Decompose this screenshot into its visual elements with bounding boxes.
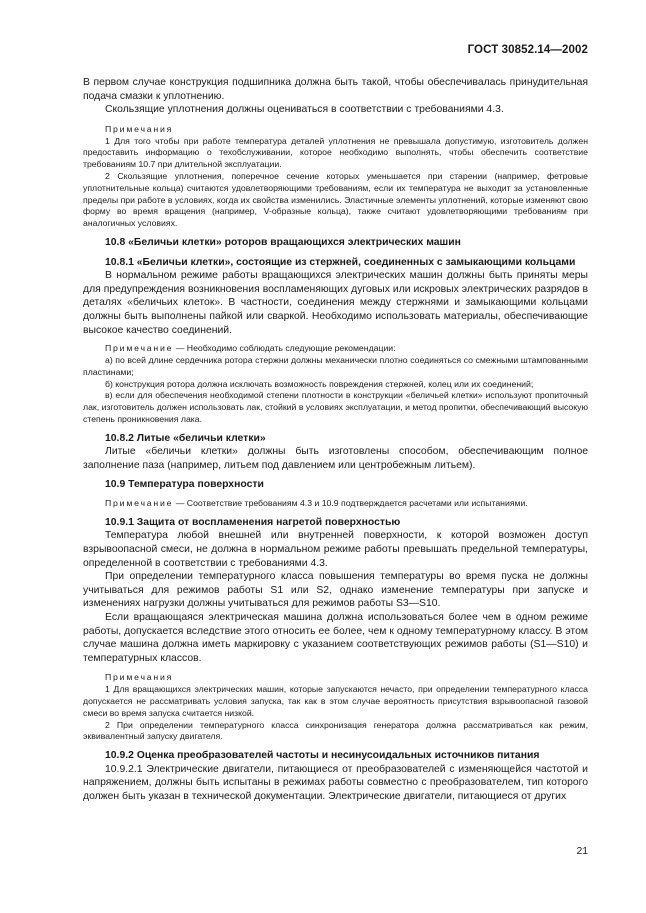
paragraph: Если вращающаяся электрическая машина должна использоваться более чем в одном режиме работы, допускается вследствие этого относить ее более, чем к одному температурному классу. В этом случае машина должна иметь маркировку с указанием соответствующих режимов работы (S1—S10) и температурных классов. — [83, 612, 588, 664]
note-item: 1 Для вращающихся электрических машин, которые запускаются нечасто, при определении температурного класса допускается не рассматривать условия запуска, так как в этом случае вероятность присутствия взрывоопасной газовой смеси во время запуска считается низкой. — [83, 684, 588, 718]
paragraph: В нормальном режиме работы вращающихся электрических машин должны быть приняты меры для предупреждения возникновения воспламеняющих дуговых или искровых электрических разрядов в деталях «беличьих клеток». В частности, соединения между стержнями и замыкающими кольцами должны быть выполнены пайкой или сваркой. Необходимо использовать материалы, обеспечивающие высокое качество соединений. — [83, 270, 588, 336]
paragraph: При определении температурного класса повышения температуры во время пуска не должны учитываться для режимов работы S1 или S2, однако изменение температуры при запуске и изменениях нагрузки должны учитываться для режимов работы S3—S10. — [83, 571, 588, 610]
paragraph: Температура любой внешней или внутренней поверхности, к которой возможен доступ взрывоопасной смеси, не должна в нормальном режиме работы превышать предельной температуры, определенной в соответствии с требованиями 4.3. — [83, 530, 588, 569]
paragraph: Скользящие уплотнения должны оцениваться в соответствии с требованиями 4.3. — [105, 104, 504, 116]
page-number: 21 — [576, 846, 588, 857]
note-paragraph — [83, 343, 588, 355]
section-heading-10-8-2: 10.8.2 Литые «беличьи клетки» — [105, 432, 266, 444]
note-item: 2 При определении температурного класса синхронизация генератора должна рассматриваться как режим, эквивалентный запуску двигателя. — [83, 719, 588, 742]
paragraph: 10.9.2.1 Электрические двигатели, питающиеся от преобразователей с изменяющейся частотой и напряжением, должны быть испытаны в режимах работы совместно с преобразователем, тип которого должен быть указан в технической документации. Электрические двигатели, питающиеся от других — [83, 763, 588, 802]
paragraph: Литые «беличьи клетки» должны быть изготовлены способом, обеспечивающим полное заполнение паза (например, литьем под давлением или центробежным литьем). — [83, 446, 588, 471]
section-heading-10-9-2: 10.9.2 Оценка преобразователей частоты и несинусоидальных источников питания — [105, 750, 540, 762]
notes-heading: Примечания — [105, 672, 174, 683]
section-heading-10-8: 10.8 «Беличьи клетки» роторов вращающихся электрических машин — [105, 236, 461, 248]
note-text: — Необходимо соблюдать следующие рекомендации: — [173, 343, 396, 354]
note-paragraph — [83, 498, 588, 510]
note-text: — Соответствие требованиям 4.3 и 10.9 подтверждается расчетами или испытаниями. — [173, 498, 528, 509]
page-body — [83, 76, 588, 804]
section-heading-10-9-1: 10.9.1 Защита от воспламенения нагретой поверхностью — [105, 516, 401, 528]
notes-heading: Примечания — [105, 123, 174, 134]
note-label: Примечание — [105, 343, 174, 354]
section-heading-10-9: 10.9 Температура поверхности — [105, 479, 264, 491]
note-item: 1 Для того чтобы при работе температура деталей уплотнения не превышала допустимую, изготовитель должен предоставить информацию о техобслуживании, которое необходимо выполнять, чтобы обеспечить соответствие требованиям 10.7 при длительной эксплуатации. — [83, 135, 588, 170]
note-label: Примечание — [105, 498, 174, 509]
note-item: в) если для обеспечения необходимой степени плотности в конструкции «беличьей клетки» используют пропиточный лак, изготовитель должен использовать лак, стойкий в условиях эксплуатации, и метод пропитки, обеспечивающий высокую степень проникновения лака. — [83, 390, 588, 424]
note-item: а) по всей длине сердечника ротора стержни должны механически плотно соединяться со смежными штампованными пластинами; — [83, 354, 588, 377]
note-item: б) конструкция ротора должна исключать возможность повреждения стержней, колец или их соединений; — [105, 378, 534, 389]
section-heading-10-8-1: 10.8.1 «Беличьи клетки», состоящие из стержней, соединенных с замыкающими кольцами — [105, 256, 576, 268]
document-code: ГОСТ 30852.14—2002 — [467, 44, 588, 56]
note-item: 2 Скользящие уплотнения, поперечное сечение которых уменьшается при старении (например, фетровые уплотнительные кольца) считаются удовлетворяющими требованиям, если их температура не выходит за установленные пределы при работе в условиях, когда их свойства изменились. Эластичные элементы уплотнений, которые изменяют свою форму во время вращения (например, V-образные кольца), также считают удовлетворяющими требованиям при аналогичных условиях. — [83, 170, 588, 229]
paragraph: В первом случае конструкция подшипника должна быть такой, чтобы обеспечивалась принудительная подача смазки к уплотнению. — [83, 77, 588, 102]
